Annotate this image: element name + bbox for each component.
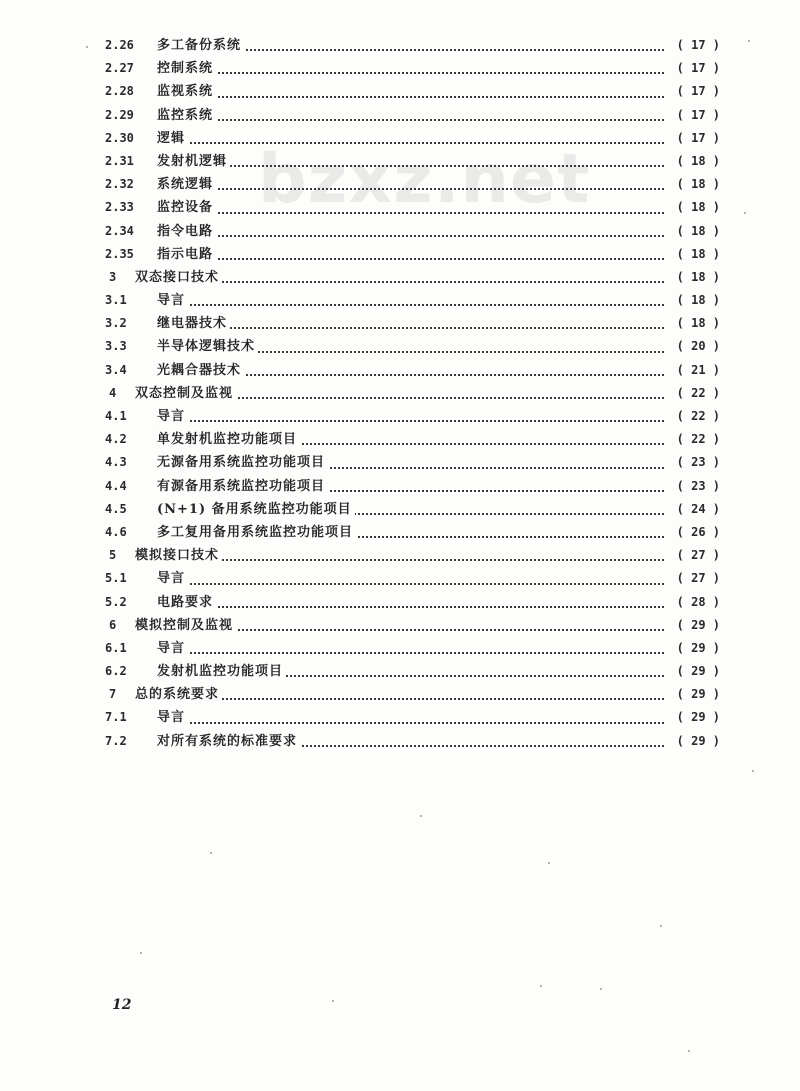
section-title: 多工备份系统 [157, 38, 244, 53]
page-reference: ( 29 ) [676, 664, 720, 679]
page-reference: ( 29 ) [676, 687, 720, 702]
section-title: 总的系统要求 [135, 687, 222, 702]
section-number: 7 [109, 687, 117, 702]
section-title-row [157, 34, 664, 57]
section-title-row [157, 567, 664, 590]
toc-entry [105, 196, 720, 219]
dot-leader [157, 420, 664, 422]
section-number: 3.4 [105, 362, 127, 377]
page-reference: ( 29 ) [676, 710, 720, 725]
scan-speck [748, 40, 750, 42]
section-number: 7.2 [105, 733, 127, 748]
page-reference: ( 22 ) [676, 385, 720, 400]
section-title-row [157, 220, 664, 243]
section-title-row [157, 243, 664, 266]
dot-leader [157, 235, 664, 237]
section-number: 6 [109, 617, 117, 632]
scan-speck [744, 212, 746, 214]
section-number: 3.1 [105, 293, 127, 308]
toc-entry [105, 104, 720, 127]
toc-entry [105, 57, 720, 80]
section-title: 监控设备 [157, 200, 216, 215]
section-title-row [157, 451, 664, 474]
section-title-row [157, 312, 664, 335]
toc-entry [105, 591, 720, 614]
page-reference: ( 26 ) [676, 524, 720, 539]
section-number: 2.30 [105, 130, 134, 145]
section-title-row [157, 475, 664, 498]
section-number: 6.2 [105, 664, 127, 679]
toc-entry [105, 637, 720, 660]
section-title-row [157, 173, 664, 196]
toc-entry [105, 683, 720, 706]
dot-leader [157, 72, 664, 74]
page-reference: ( 28 ) [676, 594, 720, 609]
page-reference: ( 29 ) [676, 640, 720, 655]
page-reference: ( 18 ) [676, 293, 720, 308]
section-title-row [157, 80, 664, 103]
section-title: 对所有系统的标准要求 [157, 734, 300, 749]
section-number: 2.27 [105, 61, 134, 76]
toc-entry [105, 660, 720, 683]
table-of-contents [105, 34, 720, 753]
section-title: 半导体逻辑技术 [157, 339, 258, 354]
section-title: 有源备用系统监控功能项目 [157, 479, 328, 494]
page-reference: ( 18 ) [676, 177, 720, 192]
page-reference: ( 21 ) [676, 362, 720, 377]
section-title-row [157, 289, 664, 312]
section-number: 4.3 [105, 455, 127, 470]
section-number: 2.35 [105, 246, 134, 261]
section-number: 3 [109, 269, 117, 284]
section-number: 4.1 [105, 409, 127, 423]
section-title: 导言 [157, 641, 188, 656]
section-number: 5.2 [105, 594, 127, 609]
section-number: 2.33 [105, 200, 134, 215]
section-title: 双态接口技术 [135, 270, 222, 285]
dot-leader [157, 188, 664, 190]
section-title: 监控系统 [157, 108, 216, 123]
section-title-row [157, 428, 664, 451]
section-title: 发射机监控功能项目 [157, 664, 286, 679]
section-title-row [157, 104, 664, 127]
toc-entry [105, 382, 720, 405]
section-title-row [157, 706, 664, 729]
section-number: 2.32 [105, 177, 134, 192]
dot-leader [157, 327, 664, 329]
page-reference: ( 17 ) [676, 107, 720, 122]
toc-entry [105, 498, 720, 521]
dot-leader [157, 96, 664, 98]
dot-leader [157, 722, 664, 724]
section-number: 4.2 [105, 432, 127, 447]
section-title-row [135, 382, 664, 405]
section-title: 导言 [157, 710, 188, 725]
section-number: 6.1 [105, 640, 127, 655]
toc-entry [105, 521, 720, 544]
page-reference: ( 17 ) [676, 38, 720, 52]
section-title: (N+1) 备用系统监控功能项目 [157, 502, 355, 517]
section-title: 双态控制及监视 [135, 386, 236, 401]
toc-entry [105, 614, 720, 637]
page-reference: ( 18 ) [676, 153, 720, 168]
section-title: 多工复用备用系统监控功能项目 [157, 525, 356, 540]
scan-speck [600, 988, 602, 990]
page-reference: ( 17 ) [676, 130, 720, 145]
scan-speck [86, 46, 88, 48]
section-title-row [135, 266, 664, 289]
page-reference: ( 18 ) [676, 223, 720, 238]
watermark: bzxz.net [258, 140, 591, 219]
section-number: 2.31 [105, 153, 134, 168]
dot-leader [157, 119, 664, 121]
toc-entry [105, 220, 720, 243]
section-title: 发射机逻辑 [157, 154, 230, 169]
toc-entry [105, 451, 720, 474]
section-title-row [157, 637, 664, 660]
scan-speck [660, 925, 662, 927]
section-number: 3.3 [105, 339, 127, 354]
page-reference: ( 27 ) [676, 548, 720, 563]
page-reference: ( 29 ) [676, 733, 720, 748]
section-title-row [157, 127, 664, 150]
section-title-row [157, 57, 664, 80]
dot-leader [157, 606, 664, 608]
dot-leader [157, 304, 664, 306]
page-reference: ( 17 ) [676, 61, 720, 76]
page-reference: ( 23 ) [676, 455, 720, 470]
section-title-row [157, 405, 664, 428]
section-number: 2.34 [105, 223, 134, 238]
section-title-row [157, 335, 664, 358]
page-reference: ( 22 ) [676, 409, 720, 423]
section-number: 2.28 [105, 84, 134, 99]
section-title-row [157, 196, 664, 219]
toc-entry [105, 428, 720, 451]
dot-leader [157, 142, 664, 144]
page-reference: ( 18 ) [676, 269, 720, 284]
dot-leader [157, 258, 664, 260]
scan-speck [752, 770, 754, 772]
section-title: 模拟接口技术 [135, 548, 222, 563]
page-number: 12 [112, 997, 132, 1013]
section-number: 7.1 [105, 710, 127, 725]
section-title: 模拟控制及监视 [135, 618, 236, 633]
section-title: 系统逻辑 [157, 177, 216, 192]
section-number: 4.6 [105, 524, 127, 539]
page-reference: ( 18 ) [676, 316, 720, 331]
toc-entry [105, 80, 720, 103]
section-title: 导言 [157, 571, 188, 586]
toc-entry [105, 173, 720, 196]
toc-entry [105, 312, 720, 335]
toc-entry [105, 567, 720, 590]
scan-speck [420, 815, 422, 817]
section-title: 光耦合器技术 [157, 363, 244, 378]
toc-entry [105, 243, 720, 266]
scan-speck [332, 1000, 334, 1002]
section-title-row [157, 150, 664, 173]
section-title: 继电器技术 [157, 316, 230, 331]
dot-leader [157, 652, 664, 654]
toc-entry [105, 150, 720, 173]
section-number: 2.29 [105, 107, 134, 122]
section-title-row [157, 521, 664, 544]
toc-entry [105, 266, 720, 289]
section-title-row [157, 730, 664, 753]
dot-leader [157, 212, 664, 214]
toc-entry [105, 127, 720, 150]
section-title-row [157, 359, 664, 382]
page-reference: ( 20 ) [676, 339, 720, 354]
section-number: 3.2 [105, 316, 127, 331]
section-number: 5 [109, 548, 117, 563]
toc-entry [105, 359, 720, 382]
scan-speck [210, 852, 212, 854]
section-number: 4 [109, 385, 117, 400]
scan-speck [140, 952, 142, 954]
section-title-row [157, 498, 664, 521]
scan-speck [548, 862, 550, 864]
page-reference: ( 23 ) [676, 478, 720, 493]
section-title: 导言 [157, 293, 188, 308]
toc-entry [105, 706, 720, 729]
section-title: 导言 [157, 409, 188, 424]
section-title-row [135, 544, 664, 567]
section-title-row [157, 660, 664, 683]
toc-entry [105, 34, 720, 57]
page-reference: ( 27 ) [676, 571, 720, 586]
section-title: 逻辑 [157, 131, 188, 146]
dot-leader [157, 165, 664, 167]
section-number: 5.1 [105, 571, 127, 586]
toc-entry [105, 289, 720, 312]
page-reference: ( 18 ) [676, 200, 720, 215]
toc-entry [105, 405, 720, 428]
section-title: 指示电路 [157, 247, 216, 262]
toc-entry [105, 335, 720, 358]
toc-entry [105, 475, 720, 498]
page-reference: ( 29 ) [676, 617, 720, 632]
section-number: 2.26 [105, 38, 134, 52]
section-title: 指令电路 [157, 224, 216, 239]
page-reference: ( 17 ) [676, 84, 720, 99]
scan-speck [688, 1050, 690, 1052]
page-reference: ( 18 ) [676, 246, 720, 261]
page-reference: ( 24 ) [676, 501, 720, 516]
dot-leader [157, 583, 664, 585]
section-title: 单发射机监控功能项目 [157, 432, 300, 447]
section-title-row [135, 683, 664, 706]
section-number: 4.5 [105, 501, 127, 516]
section-number: 4.4 [105, 478, 127, 493]
section-title-row [157, 591, 664, 614]
section-title: 电路要求 [157, 595, 216, 610]
toc-entry [105, 730, 720, 753]
scan-speck [540, 985, 542, 987]
section-title: 无源备用系统监控功能项目 [157, 455, 328, 470]
page-reference: ( 22 ) [676, 432, 720, 447]
section-title: 监视系统 [157, 84, 216, 99]
section-title-row [135, 614, 664, 637]
section-title: 控制系统 [157, 61, 216, 76]
toc-entry [105, 544, 720, 567]
